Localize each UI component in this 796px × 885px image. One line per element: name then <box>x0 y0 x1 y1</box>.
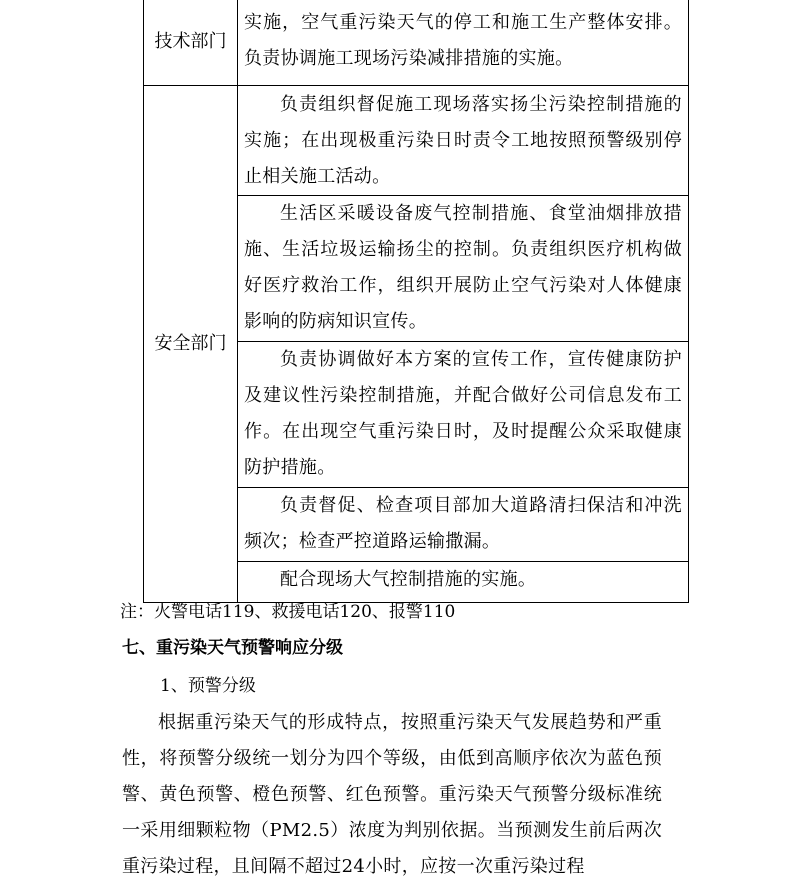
duty-text: 生活区采暖设备废气控制措施、食堂油烟排放措施、生活垃圾运输扬尘的控制。负责组织医疗机构做好医疗救治工作，组织开展防止空气污染对人体健康影响的防病知识宣传。 <box>244 203 682 332</box>
responsibility-table <box>143 0 689 603</box>
duty-cell <box>238 0 689 86</box>
body-paragraph: 根据重污染天气的形成特点，按照重污染天气发展趋势和严重性，将预警分级统一划分为四个等级，由低到高顺序依次为蓝色预警、黄色预警、橙色预警、红色预警。重污染天气预警分级标准统一采用细颗粒物（PM2.5）浓度为判别依据。当预测发生前后两次重污染过程，且间隔不超过24小时，应按一次重污染过程 <box>122 712 662 877</box>
duty-cell <box>238 196 689 342</box>
dept-cell: 安全部门 <box>144 86 238 603</box>
duty-text: 配合现场大气控制措施的实施。 <box>280 569 537 590</box>
dept-cell: 技术部门 <box>144 0 238 86</box>
duty-text: 负责协调做好本方案的宣传工作，宣传健康防护及建议性污染控制措施，并配合做好公司信息发布工作。在出现空气重污染日时，及时提醒公众采取健康防护措施。 <box>244 349 682 478</box>
duty-cell <box>238 86 689 196</box>
table-row <box>144 0 689 86</box>
subheading: 1、预警分级 <box>160 676 256 696</box>
duty-cell <box>238 562 689 603</box>
table-row <box>144 86 689 196</box>
note-text: 注：火警电话119、救援电话120、报警110 <box>120 602 456 622</box>
section-heading: 七、重污染天气预警响应分级 <box>122 638 343 658</box>
duty-cell <box>238 342 689 488</box>
duty-text: 实施，空气重污染天气的停工和施工生产整体安排。负责协调施工现场污染减排措施的实施。 <box>244 12 682 69</box>
duty-text: 负责组织督促施工现场落实扬尘污染控制措施的实施；在出现极重污染日时责令工地按照预警级别停止相关施工活动。 <box>244 94 682 187</box>
duty-cell <box>238 488 689 562</box>
duty-text: 负责督促、检查项目部加大道路清扫保洁和冲洗频次；检查严控道路运输撒漏。 <box>244 495 682 552</box>
